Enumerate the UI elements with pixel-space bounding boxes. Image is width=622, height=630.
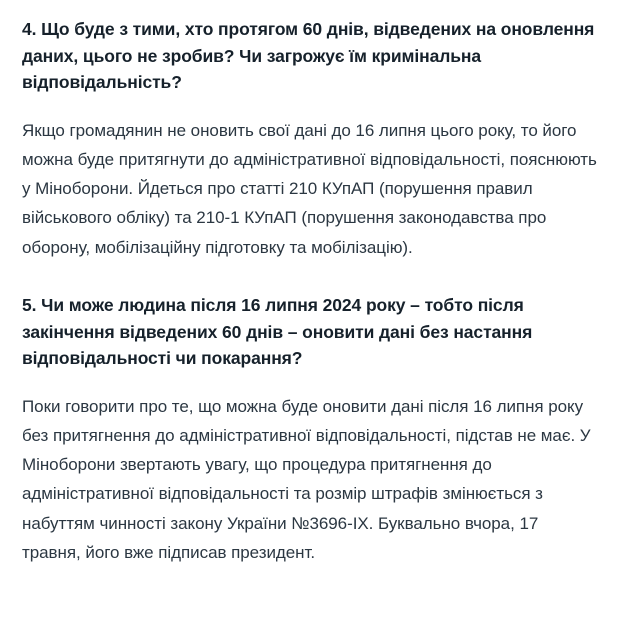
- answer-paragraph-5: Поки говорити про те, що можна буде оновити дані після 16 липня року без притягнення до адміністративної відповідальності, підстав не має. У Міноборони звертають увагу, що процедура притягнення до адміністративної відповідальності та розмір штрафів змінюється з набуттям чинності закону України №3696-IX. Буквально вчора, 17 травня, його вже підписав президент.: [22, 396, 591, 562]
- question-heading-4: 4. Що буде з тими, хто протягом 60 днів, відведених на оновлення даних, цього не зробив? Чи загрожує їм кримінальна відповідальність?: [22, 19, 595, 93]
- answer-paragraph-4: Якщо громадянин не оновить свої дані до 16 липня цього року, то його можна буде притягнути до адміністративної відповідальності, пояснюють у Міноборони. Йдеться про статті 210 КУпАП (порушення правил військового обліку) та 210-1 КУпАП (порушення законодавства про оборону, мобілізаційну підготовку та мобілізацію).: [22, 120, 597, 257]
- question-heading-5: 5. Чи може людина після 16 липня 2024 року – тобто після закінчення відведених 60 днів – оновити дані без настання відповідальності чи покарання?: [22, 294, 533, 369]
